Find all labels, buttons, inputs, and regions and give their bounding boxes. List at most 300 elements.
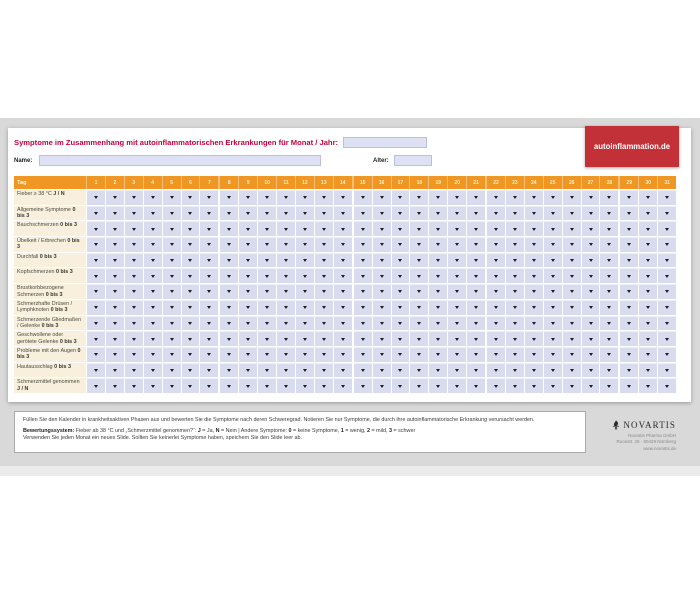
symptom-cell-day-5[interactable]	[163, 206, 181, 221]
symptom-cell-day-5[interactable]	[163, 190, 181, 205]
symptom-cell-day-6[interactable]	[182, 284, 200, 299]
symptom-cell-day-20[interactable]	[448, 268, 466, 283]
symptom-cell-day-22[interactable]	[487, 206, 505, 221]
symptom-cell-day-11[interactable]	[277, 237, 295, 252]
symptom-cell-day-28[interactable]	[600, 300, 618, 315]
symptom-cell-day-26[interactable]	[563, 253, 581, 268]
symptom-cell-day-1[interactable]	[87, 237, 105, 252]
symptom-cell-day-12[interactable]	[296, 206, 314, 221]
symptom-cell-day-19[interactable]	[429, 268, 447, 283]
symptom-cell-day-27[interactable]	[582, 331, 600, 346]
symptom-cell-day-7[interactable]	[200, 378, 218, 393]
symptom-cell-day-13[interactable]	[315, 253, 333, 268]
symptom-cell-day-20[interactable]	[448, 221, 466, 236]
symptom-cell-day-18[interactable]	[410, 221, 428, 236]
symptom-cell-day-29[interactable]	[620, 316, 638, 331]
symptom-cell-day-4[interactable]	[144, 331, 162, 346]
symptom-cell-day-10[interactable]	[258, 316, 276, 331]
symptom-cell-day-15[interactable]	[354, 284, 372, 299]
symptom-cell-day-25[interactable]	[544, 206, 562, 221]
symptom-cell-day-28[interactable]	[600, 347, 618, 362]
symptom-cell-day-21[interactable]	[467, 190, 485, 205]
symptom-cell-day-1[interactable]	[87, 300, 105, 315]
symptom-cell-day-22[interactable]	[487, 300, 505, 315]
symptom-cell-day-6[interactable]	[182, 316, 200, 331]
symptom-cell-day-2[interactable]	[106, 331, 124, 346]
symptom-cell-day-14[interactable]	[334, 221, 352, 236]
symptom-cell-day-20[interactable]	[448, 284, 466, 299]
symptom-cell-day-6[interactable]	[182, 300, 200, 315]
symptom-cell-day-8[interactable]	[220, 253, 238, 268]
symptom-cell-day-25[interactable]	[544, 316, 562, 331]
symptom-cell-day-21[interactable]	[467, 221, 485, 236]
symptom-cell-day-23[interactable]	[506, 221, 524, 236]
symptom-cell-day-2[interactable]	[106, 221, 124, 236]
symptom-cell-day-2[interactable]	[106, 347, 124, 362]
symptom-cell-day-24[interactable]	[525, 284, 543, 299]
symptom-cell-day-15[interactable]	[354, 237, 372, 252]
symptom-cell-day-8[interactable]	[220, 331, 238, 346]
symptom-cell-day-7[interactable]	[200, 331, 218, 346]
symptom-cell-day-8[interactable]	[220, 237, 238, 252]
symptom-cell-day-11[interactable]	[277, 206, 295, 221]
symptom-cell-day-22[interactable]	[487, 268, 505, 283]
symptom-cell-day-31[interactable]	[658, 331, 676, 346]
symptom-cell-day-16[interactable]	[373, 316, 391, 331]
symptom-cell-day-31[interactable]	[658, 253, 676, 268]
symptom-cell-day-2[interactable]	[106, 268, 124, 283]
symptom-cell-day-2[interactable]	[106, 237, 124, 252]
symptom-cell-day-31[interactable]	[658, 347, 676, 362]
symptom-cell-day-17[interactable]	[392, 253, 410, 268]
symptom-cell-day-4[interactable]	[144, 268, 162, 283]
symptom-cell-day-28[interactable]	[600, 331, 618, 346]
symptom-cell-day-22[interactable]	[487, 316, 505, 331]
symptom-cell-day-7[interactable]	[200, 190, 218, 205]
symptom-cell-day-9[interactable]	[239, 378, 257, 393]
symptom-cell-day-21[interactable]	[467, 347, 485, 362]
symptom-cell-day-28[interactable]	[600, 378, 618, 393]
symptom-cell-day-9[interactable]	[239, 253, 257, 268]
symptom-cell-day-19[interactable]	[429, 347, 447, 362]
symptom-cell-day-13[interactable]	[315, 347, 333, 362]
symptom-cell-day-10[interactable]	[258, 206, 276, 221]
symptom-cell-day-5[interactable]	[163, 284, 181, 299]
symptom-cell-day-31[interactable]	[658, 206, 676, 221]
symptom-cell-day-13[interactable]	[315, 206, 333, 221]
symptom-cell-day-6[interactable]	[182, 253, 200, 268]
symptom-cell-day-31[interactable]	[658, 221, 676, 236]
symptom-cell-day-19[interactable]	[429, 316, 447, 331]
symptom-cell-day-10[interactable]	[258, 253, 276, 268]
symptom-cell-day-15[interactable]	[354, 206, 372, 221]
symptom-cell-day-23[interactable]	[506, 284, 524, 299]
symptom-cell-day-26[interactable]	[563, 378, 581, 393]
symptom-cell-day-29[interactable]	[620, 221, 638, 236]
symptom-cell-day-3[interactable]	[125, 206, 143, 221]
symptom-cell-day-25[interactable]	[544, 363, 562, 378]
symptom-cell-day-17[interactable]	[392, 284, 410, 299]
symptom-cell-day-12[interactable]	[296, 237, 314, 252]
symptom-cell-day-3[interactable]	[125, 253, 143, 268]
symptom-cell-day-18[interactable]	[410, 284, 428, 299]
symptom-cell-day-4[interactable]	[144, 237, 162, 252]
symptom-cell-day-20[interactable]	[448, 331, 466, 346]
symptom-cell-day-6[interactable]	[182, 331, 200, 346]
symptom-cell-day-29[interactable]	[620, 347, 638, 362]
symptom-cell-day-14[interactable]	[334, 268, 352, 283]
symptom-cell-day-11[interactable]	[277, 190, 295, 205]
symptom-cell-day-23[interactable]	[506, 268, 524, 283]
symptom-cell-day-26[interactable]	[563, 268, 581, 283]
symptom-cell-day-16[interactable]	[373, 190, 391, 205]
symptom-cell-day-15[interactable]	[354, 331, 372, 346]
symptom-cell-day-14[interactable]	[334, 253, 352, 268]
symptom-cell-day-14[interactable]	[334, 237, 352, 252]
symptom-cell-day-24[interactable]	[525, 253, 543, 268]
symptom-cell-day-31[interactable]	[658, 190, 676, 205]
symptom-cell-day-16[interactable]	[373, 221, 391, 236]
symptom-cell-day-11[interactable]	[277, 221, 295, 236]
symptom-cell-day-28[interactable]	[600, 284, 618, 299]
symptom-cell-day-26[interactable]	[563, 331, 581, 346]
symptom-cell-day-22[interactable]	[487, 237, 505, 252]
symptom-cell-day-28[interactable]	[600, 253, 618, 268]
symptom-cell-day-11[interactable]	[277, 253, 295, 268]
symptom-cell-day-21[interactable]	[467, 268, 485, 283]
symptom-cell-day-21[interactable]	[467, 300, 485, 315]
symptom-cell-day-3[interactable]	[125, 347, 143, 362]
symptom-cell-day-25[interactable]	[544, 284, 562, 299]
symptom-cell-day-6[interactable]	[182, 363, 200, 378]
symptom-cell-day-17[interactable]	[392, 190, 410, 205]
symptom-cell-day-5[interactable]	[163, 316, 181, 331]
symptom-cell-day-25[interactable]	[544, 378, 562, 393]
symptom-cell-day-7[interactable]	[200, 284, 218, 299]
symptom-cell-day-26[interactable]	[563, 363, 581, 378]
symptom-cell-day-25[interactable]	[544, 221, 562, 236]
symptom-cell-day-12[interactable]	[296, 347, 314, 362]
symptom-cell-day-2[interactable]	[106, 363, 124, 378]
symptom-cell-day-10[interactable]	[258, 331, 276, 346]
symptom-cell-day-22[interactable]	[487, 363, 505, 378]
symptom-cell-day-31[interactable]	[658, 237, 676, 252]
symptom-cell-day-21[interactable]	[467, 253, 485, 268]
symptom-cell-day-20[interactable]	[448, 206, 466, 221]
symptom-cell-day-15[interactable]	[354, 268, 372, 283]
symptom-cell-day-14[interactable]	[334, 347, 352, 362]
symptom-cell-day-30[interactable]	[639, 300, 657, 315]
symptom-cell-day-3[interactable]	[125, 300, 143, 315]
symptom-cell-day-15[interactable]	[354, 253, 372, 268]
symptom-cell-day-9[interactable]	[239, 331, 257, 346]
symptom-cell-day-6[interactable]	[182, 190, 200, 205]
symptom-cell-day-14[interactable]	[334, 316, 352, 331]
symptom-cell-day-14[interactable]	[334, 363, 352, 378]
symptom-cell-day-24[interactable]	[525, 268, 543, 283]
symptom-cell-day-16[interactable]	[373, 363, 391, 378]
symptom-cell-day-10[interactable]	[258, 300, 276, 315]
symptom-cell-day-3[interactable]	[125, 316, 143, 331]
symptom-cell-day-6[interactable]	[182, 206, 200, 221]
symptom-cell-day-3[interactable]	[125, 190, 143, 205]
symptom-cell-day-27[interactable]	[582, 316, 600, 331]
symptom-cell-day-12[interactable]	[296, 363, 314, 378]
symptom-cell-day-11[interactable]	[277, 378, 295, 393]
symptom-cell-day-12[interactable]	[296, 378, 314, 393]
symptom-cell-day-12[interactable]	[296, 268, 314, 283]
symptom-cell-day-20[interactable]	[448, 190, 466, 205]
symptom-cell-day-4[interactable]	[144, 316, 162, 331]
symptom-cell-day-28[interactable]	[600, 221, 618, 236]
symptom-cell-day-11[interactable]	[277, 268, 295, 283]
symptom-cell-day-19[interactable]	[429, 300, 447, 315]
symptom-cell-day-14[interactable]	[334, 206, 352, 221]
symptom-cell-day-30[interactable]	[639, 363, 657, 378]
symptom-cell-day-19[interactable]	[429, 221, 447, 236]
symptom-cell-day-11[interactable]	[277, 331, 295, 346]
symptom-cell-day-17[interactable]	[392, 268, 410, 283]
symptom-cell-day-9[interactable]	[239, 300, 257, 315]
symptom-cell-day-18[interactable]	[410, 253, 428, 268]
symptom-cell-day-16[interactable]	[373, 331, 391, 346]
symptom-cell-day-26[interactable]	[563, 221, 581, 236]
symptom-cell-day-10[interactable]	[258, 347, 276, 362]
symptom-cell-day-20[interactable]	[448, 253, 466, 268]
symptom-cell-day-24[interactable]	[525, 206, 543, 221]
symptom-cell-day-9[interactable]	[239, 237, 257, 252]
symptom-cell-day-15[interactable]	[354, 190, 372, 205]
symptom-cell-day-23[interactable]	[506, 347, 524, 362]
symptom-cell-day-24[interactable]	[525, 190, 543, 205]
symptom-cell-day-1[interactable]	[87, 284, 105, 299]
symptom-cell-day-27[interactable]	[582, 206, 600, 221]
symptom-cell-day-2[interactable]	[106, 206, 124, 221]
symptom-cell-day-28[interactable]	[600, 316, 618, 331]
symptom-cell-day-30[interactable]	[639, 347, 657, 362]
symptom-cell-day-30[interactable]	[639, 316, 657, 331]
symptom-cell-day-8[interactable]	[220, 316, 238, 331]
symptom-cell-day-21[interactable]	[467, 237, 485, 252]
symptom-cell-day-31[interactable]	[658, 268, 676, 283]
symptom-cell-day-15[interactable]	[354, 347, 372, 362]
symptom-cell-day-13[interactable]	[315, 363, 333, 378]
symptom-cell-day-29[interactable]	[620, 300, 638, 315]
symptom-cell-day-26[interactable]	[563, 237, 581, 252]
symptom-cell-day-11[interactable]	[277, 284, 295, 299]
symptom-cell-day-18[interactable]	[410, 331, 428, 346]
symptom-cell-day-16[interactable]	[373, 347, 391, 362]
symptom-cell-day-2[interactable]	[106, 300, 124, 315]
symptom-cell-day-24[interactable]	[525, 316, 543, 331]
symptom-cell-day-27[interactable]	[582, 363, 600, 378]
symptom-cell-day-23[interactable]	[506, 363, 524, 378]
symptom-cell-day-11[interactable]	[277, 347, 295, 362]
symptom-cell-day-2[interactable]	[106, 253, 124, 268]
symptom-cell-day-8[interactable]	[220, 300, 238, 315]
symptom-cell-day-23[interactable]	[506, 253, 524, 268]
symptom-cell-day-7[interactable]	[200, 206, 218, 221]
symptom-cell-day-20[interactable]	[448, 316, 466, 331]
symptom-cell-day-19[interactable]	[429, 378, 447, 393]
symptom-cell-day-29[interactable]	[620, 206, 638, 221]
symptom-cell-day-30[interactable]	[639, 206, 657, 221]
symptom-cell-day-3[interactable]	[125, 363, 143, 378]
symptom-cell-day-24[interactable]	[525, 300, 543, 315]
symptom-cell-day-7[interactable]	[200, 237, 218, 252]
symptom-cell-day-1[interactable]	[87, 331, 105, 346]
symptom-cell-day-29[interactable]	[620, 284, 638, 299]
symptom-cell-day-24[interactable]	[525, 363, 543, 378]
symptom-cell-day-22[interactable]	[487, 347, 505, 362]
symptom-cell-day-7[interactable]	[200, 316, 218, 331]
symptom-cell-day-17[interactable]	[392, 206, 410, 221]
symptom-cell-day-3[interactable]	[125, 221, 143, 236]
symptom-cell-day-20[interactable]	[448, 300, 466, 315]
symptom-cell-day-8[interactable]	[220, 363, 238, 378]
symptom-cell-day-15[interactable]	[354, 363, 372, 378]
symptom-cell-day-27[interactable]	[582, 347, 600, 362]
symptom-cell-day-25[interactable]	[544, 253, 562, 268]
symptom-cell-day-27[interactable]	[582, 284, 600, 299]
symptom-cell-day-21[interactable]	[467, 284, 485, 299]
symptom-cell-day-6[interactable]	[182, 221, 200, 236]
symptom-cell-day-3[interactable]	[125, 331, 143, 346]
symptom-cell-day-8[interactable]	[220, 206, 238, 221]
symptom-cell-day-8[interactable]	[220, 378, 238, 393]
symptom-cell-day-18[interactable]	[410, 190, 428, 205]
symptom-cell-day-23[interactable]	[506, 206, 524, 221]
symptom-cell-day-18[interactable]	[410, 378, 428, 393]
symptom-cell-day-12[interactable]	[296, 316, 314, 331]
symptom-cell-day-12[interactable]	[296, 253, 314, 268]
symptom-cell-day-17[interactable]	[392, 331, 410, 346]
symptom-cell-day-6[interactable]	[182, 378, 200, 393]
symptom-cell-day-30[interactable]	[639, 190, 657, 205]
symptom-cell-day-30[interactable]	[639, 268, 657, 283]
symptom-cell-day-29[interactable]	[620, 190, 638, 205]
symptom-cell-day-17[interactable]	[392, 347, 410, 362]
symptom-cell-day-21[interactable]	[467, 206, 485, 221]
symptom-cell-day-17[interactable]	[392, 378, 410, 393]
symptom-cell-day-17[interactable]	[392, 363, 410, 378]
symptom-cell-day-7[interactable]	[200, 300, 218, 315]
symptom-cell-day-27[interactable]	[582, 268, 600, 283]
symptom-cell-day-27[interactable]	[582, 253, 600, 268]
symptom-cell-day-22[interactable]	[487, 331, 505, 346]
symptom-cell-day-15[interactable]	[354, 378, 372, 393]
symptom-cell-day-16[interactable]	[373, 206, 391, 221]
symptom-cell-day-28[interactable]	[600, 237, 618, 252]
symptom-cell-day-29[interactable]	[620, 268, 638, 283]
symptom-cell-day-18[interactable]	[410, 268, 428, 283]
symptom-cell-day-24[interactable]	[525, 347, 543, 362]
symptom-cell-day-30[interactable]	[639, 378, 657, 393]
symptom-cell-day-1[interactable]	[87, 316, 105, 331]
symptom-cell-day-25[interactable]	[544, 331, 562, 346]
symptom-cell-day-17[interactable]	[392, 221, 410, 236]
symptom-cell-day-18[interactable]	[410, 347, 428, 362]
symptom-cell-day-25[interactable]	[544, 300, 562, 315]
symptom-cell-day-15[interactable]	[354, 221, 372, 236]
symptom-cell-day-22[interactable]	[487, 221, 505, 236]
symptom-cell-day-10[interactable]	[258, 268, 276, 283]
symptom-cell-day-18[interactable]	[410, 316, 428, 331]
symptom-cell-day-10[interactable]	[258, 378, 276, 393]
symptom-cell-day-4[interactable]	[144, 221, 162, 236]
symptom-cell-day-5[interactable]	[163, 363, 181, 378]
symptom-cell-day-23[interactable]	[506, 190, 524, 205]
symptom-cell-day-25[interactable]	[544, 268, 562, 283]
symptom-cell-day-27[interactable]	[582, 300, 600, 315]
symptom-cell-day-20[interactable]	[448, 363, 466, 378]
symptom-cell-day-3[interactable]	[125, 284, 143, 299]
symptom-cell-day-26[interactable]	[563, 284, 581, 299]
symptom-cell-day-30[interactable]	[639, 221, 657, 236]
symptom-cell-day-19[interactable]	[429, 284, 447, 299]
symptom-cell-day-10[interactable]	[258, 284, 276, 299]
symptom-cell-day-27[interactable]	[582, 221, 600, 236]
symptom-cell-day-31[interactable]	[658, 300, 676, 315]
symptom-cell-day-11[interactable]	[277, 363, 295, 378]
symptom-cell-day-13[interactable]	[315, 300, 333, 315]
month-year-input[interactable]	[343, 137, 427, 148]
symptom-cell-day-29[interactable]	[620, 331, 638, 346]
symptom-cell-day-15[interactable]	[354, 316, 372, 331]
symptom-cell-day-5[interactable]	[163, 253, 181, 268]
symptom-cell-day-10[interactable]	[258, 237, 276, 252]
symptom-cell-day-12[interactable]	[296, 190, 314, 205]
symptom-cell-day-16[interactable]	[373, 268, 391, 283]
symptom-cell-day-4[interactable]	[144, 190, 162, 205]
symptom-cell-day-30[interactable]	[639, 284, 657, 299]
symptom-cell-day-21[interactable]	[467, 378, 485, 393]
symptom-cell-day-21[interactable]	[467, 363, 485, 378]
symptom-cell-day-25[interactable]	[544, 347, 562, 362]
symptom-cell-day-31[interactable]	[658, 363, 676, 378]
symptom-cell-day-4[interactable]	[144, 347, 162, 362]
symptom-cell-day-26[interactable]	[563, 206, 581, 221]
symptom-cell-day-26[interactable]	[563, 316, 581, 331]
symptom-cell-day-31[interactable]	[658, 284, 676, 299]
symptom-cell-day-8[interactable]	[220, 268, 238, 283]
symptom-cell-day-1[interactable]	[87, 378, 105, 393]
symptom-cell-day-12[interactable]	[296, 300, 314, 315]
symptom-cell-day-23[interactable]	[506, 316, 524, 331]
symptom-cell-day-1[interactable]	[87, 347, 105, 362]
symptom-cell-day-7[interactable]	[200, 347, 218, 362]
symptom-cell-day-16[interactable]	[373, 237, 391, 252]
symptom-cell-day-3[interactable]	[125, 378, 143, 393]
symptom-cell-day-19[interactable]	[429, 206, 447, 221]
symptom-cell-day-7[interactable]	[200, 363, 218, 378]
symptom-cell-day-16[interactable]	[373, 284, 391, 299]
symptom-cell-day-13[interactable]	[315, 268, 333, 283]
symptom-cell-day-28[interactable]	[600, 363, 618, 378]
symptom-cell-day-1[interactable]	[87, 190, 105, 205]
symptom-cell-day-7[interactable]	[200, 221, 218, 236]
symptom-cell-day-14[interactable]	[334, 190, 352, 205]
symptom-cell-day-8[interactable]	[220, 347, 238, 362]
symptom-cell-day-9[interactable]	[239, 316, 257, 331]
symptom-cell-day-16[interactable]	[373, 253, 391, 268]
symptom-cell-day-28[interactable]	[600, 206, 618, 221]
symptom-cell-day-13[interactable]	[315, 237, 333, 252]
symptom-cell-day-4[interactable]	[144, 300, 162, 315]
symptom-cell-day-9[interactable]	[239, 206, 257, 221]
symptom-cell-day-9[interactable]	[239, 363, 257, 378]
symptom-cell-day-4[interactable]	[144, 206, 162, 221]
